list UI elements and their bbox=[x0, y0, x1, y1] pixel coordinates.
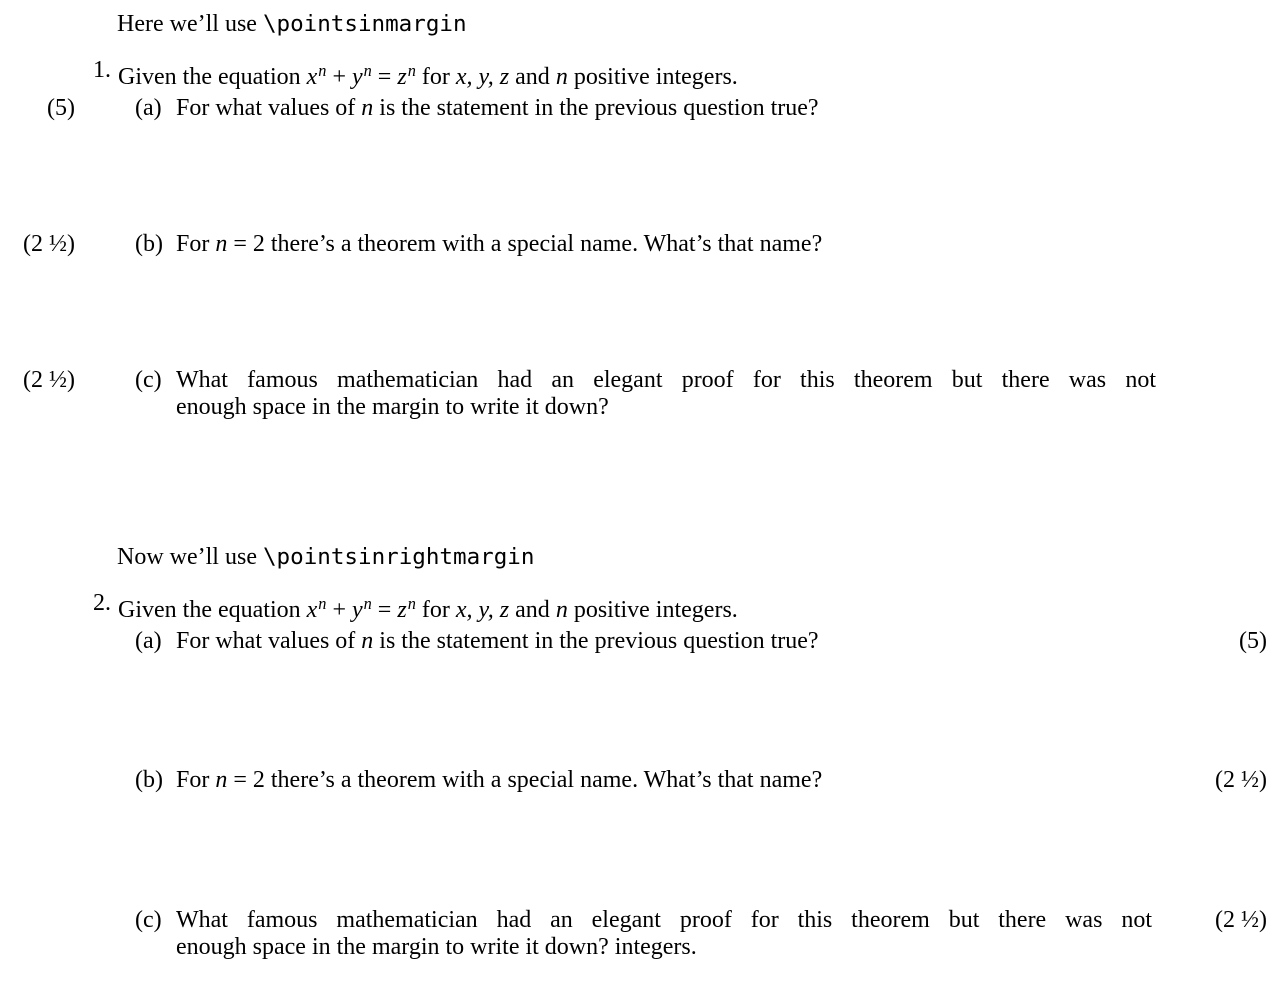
section-2-heading: Now we’ll use \pointsinrightmargin bbox=[117, 544, 535, 570]
points-badge-q2c: (2 ½) bbox=[1215, 907, 1267, 933]
question-1-intro: Given the equation $x^n + y^n = z^n$ for x, y, z and n positive integers. bbox=[118, 61, 738, 91]
part-q1a-label: (a) bbox=[135, 95, 162, 121]
question-1-number: 1. bbox=[93, 57, 111, 83]
question-2-intro: Given the equation $x^n + y^n = z^n$ for x, y, z and n positive integers. bbox=[118, 594, 738, 624]
points-badge-q1b: (2 ½) bbox=[23, 231, 75, 257]
section-1-heading: Here we’ll use \pointsinmargin bbox=[117, 11, 467, 37]
part-q1b-label: (b) bbox=[135, 231, 163, 257]
points-badge-q1c: (2 ½) bbox=[23, 367, 75, 393]
part-q1c-label: (c) bbox=[135, 367, 162, 393]
points-badge-q2b: (2 ½) bbox=[1215, 767, 1267, 793]
part-q1c-text-line-1: What famous mathematician had an elegant proof for this theorem but there was not bbox=[176, 367, 1156, 393]
part-q2c-text-line-1: What famous mathematician had an elegant proof for this theorem but there was not bbox=[176, 907, 1152, 933]
part-q2b-text: For n = 2 there’s a theorem with a special name. What’s that name? bbox=[176, 767, 823, 793]
part-q2a-label: (a) bbox=[135, 628, 162, 654]
part-q1c-text-line-2: enough space in the margin to write it down? bbox=[176, 394, 609, 420]
part-q2b-label: (b) bbox=[135, 767, 163, 793]
part-q2a-text: For what values of n is the statement in the previous question true? bbox=[176, 628, 819, 654]
part-q1a-text: For what values of n is the statement in the previous question true? bbox=[176, 95, 819, 121]
points-badge-q2a: (5) bbox=[1239, 628, 1267, 654]
part-q2c-label: (c) bbox=[135, 907, 162, 933]
points-badge-q1a: (5) bbox=[47, 95, 75, 121]
part-q2c-text bbox=[176, 907, 1152, 961]
question-2-number: 2. bbox=[93, 590, 111, 616]
part-q1c-text bbox=[176, 367, 1156, 421]
part-q1b-text: For n = 2 there’s a theorem with a special name. What’s that name? bbox=[176, 231, 823, 257]
part-q2c-text-line-2: enough space in the margin to write it down? integers. bbox=[176, 934, 697, 960]
